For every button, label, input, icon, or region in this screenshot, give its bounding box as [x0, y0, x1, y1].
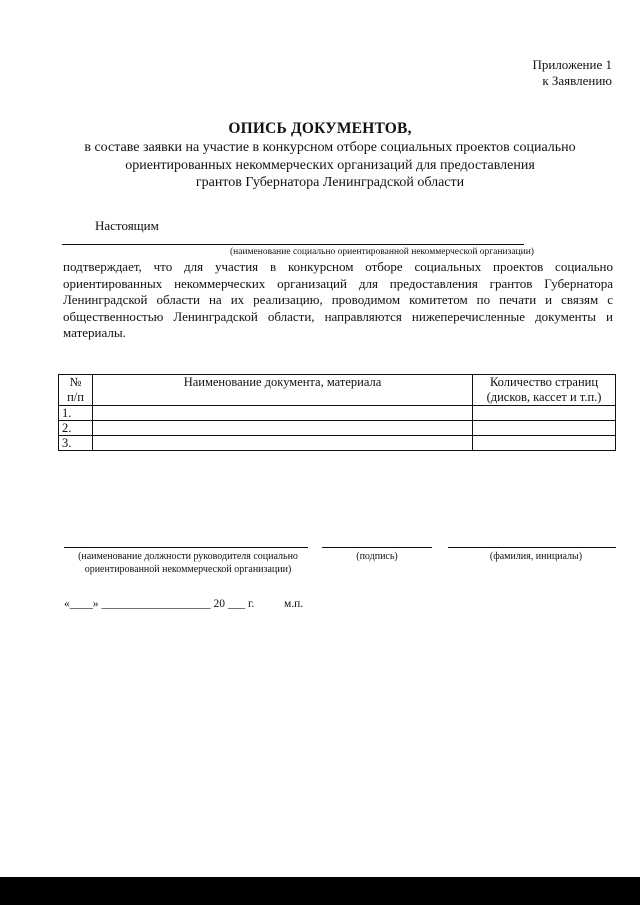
- date-line: [64, 598, 254, 610]
- organization-name-line[interactable]: [62, 244, 524, 245]
- full-name-caption: (фамилия, инициалы): [489, 551, 583, 562]
- header-number-line-1: №: [69, 375, 82, 389]
- row-document-name[interactable]: [93, 406, 473, 421]
- date-year-suffix: г.: [248, 598, 255, 610]
- row-number: 3.: [59, 436, 93, 451]
- row-number: 1.: [59, 406, 93, 421]
- signature-line[interactable]: [322, 547, 432, 548]
- header-number-line-2: п/п: [67, 390, 84, 404]
- confirmation-paragraph: подтверждает, что для участия в конкурсном отборе социальных проектов социально ориентированных некоммерческих организаций для предоставления грантов Губернатора Ленинградской области на их реализацию, проводимом комитетом по печати и связям с общественностью Ленинградской области, направляются нижеперечисленные документы и материалы.: [63, 259, 613, 340]
- full-name-line[interactable]: [448, 547, 616, 548]
- row-number: 2.: [59, 421, 93, 436]
- position-caption-line-2: ориентированной некоммерческой организации): [84, 564, 292, 575]
- row-page-count[interactable]: [473, 421, 616, 436]
- subtitle-line-1: в составе заявки на участие в конкурсном отборе социальных проектов социально: [84, 140, 576, 155]
- scan-border: [0, 877, 640, 905]
- date-year-prefix: 20: [213, 598, 225, 610]
- organization-name-caption: (наименование социально ориентированной некоммерческой организации): [230, 247, 534, 257]
- document-title: ОПИСЬ ДОКУМЕНТОВ,: [228, 120, 412, 137]
- appendix-line-2: к Заявлению: [542, 73, 612, 88]
- header-page-count: [473, 375, 616, 406]
- header-count-line-1: Количество страниц: [489, 375, 599, 389]
- subtitle-line-3: грантов Губернатора Ленинградской области: [195, 175, 465, 190]
- row-page-count[interactable]: [473, 436, 616, 451]
- row-page-count[interactable]: [473, 406, 616, 421]
- hereby-text: Настоящим: [95, 218, 159, 233]
- document-subtitle: [40, 139, 620, 192]
- position-line[interactable]: [64, 547, 308, 548]
- row-document-name[interactable]: [93, 436, 473, 451]
- position-caption-line-1: (наименование должности руководителя социально: [78, 551, 298, 562]
- date-month-blank[interactable]: ___________________: [101, 598, 211, 610]
- date-year-blank[interactable]: ___: [227, 598, 246, 610]
- table-row: [59, 421, 616, 436]
- date-day-blank[interactable]: ____: [69, 598, 93, 610]
- signature-caption: (подпись): [356, 551, 398, 562]
- table-row: [59, 406, 616, 421]
- row-document-name[interactable]: [93, 421, 473, 436]
- header-number: [59, 375, 93, 406]
- subtitle-line-2: ориентированных некоммерческих организаций для предоставления: [125, 157, 535, 173]
- header-document-name: Наименование документа, материала: [93, 375, 473, 406]
- table-header-row: [59, 375, 616, 406]
- date-open-quote: «: [64, 598, 70, 610]
- date-close-quote: »: [92, 598, 99, 610]
- appendix-label: [532, 57, 612, 89]
- position-caption: [56, 550, 320, 576]
- appendix-line-1: Приложение 1: [532, 57, 612, 72]
- stamp-place: м.п.: [284, 598, 304, 610]
- table-row: [59, 436, 616, 451]
- documents-table: [58, 374, 616, 451]
- header-count-line-2: (дисков, кассет и т.п.): [486, 390, 602, 404]
